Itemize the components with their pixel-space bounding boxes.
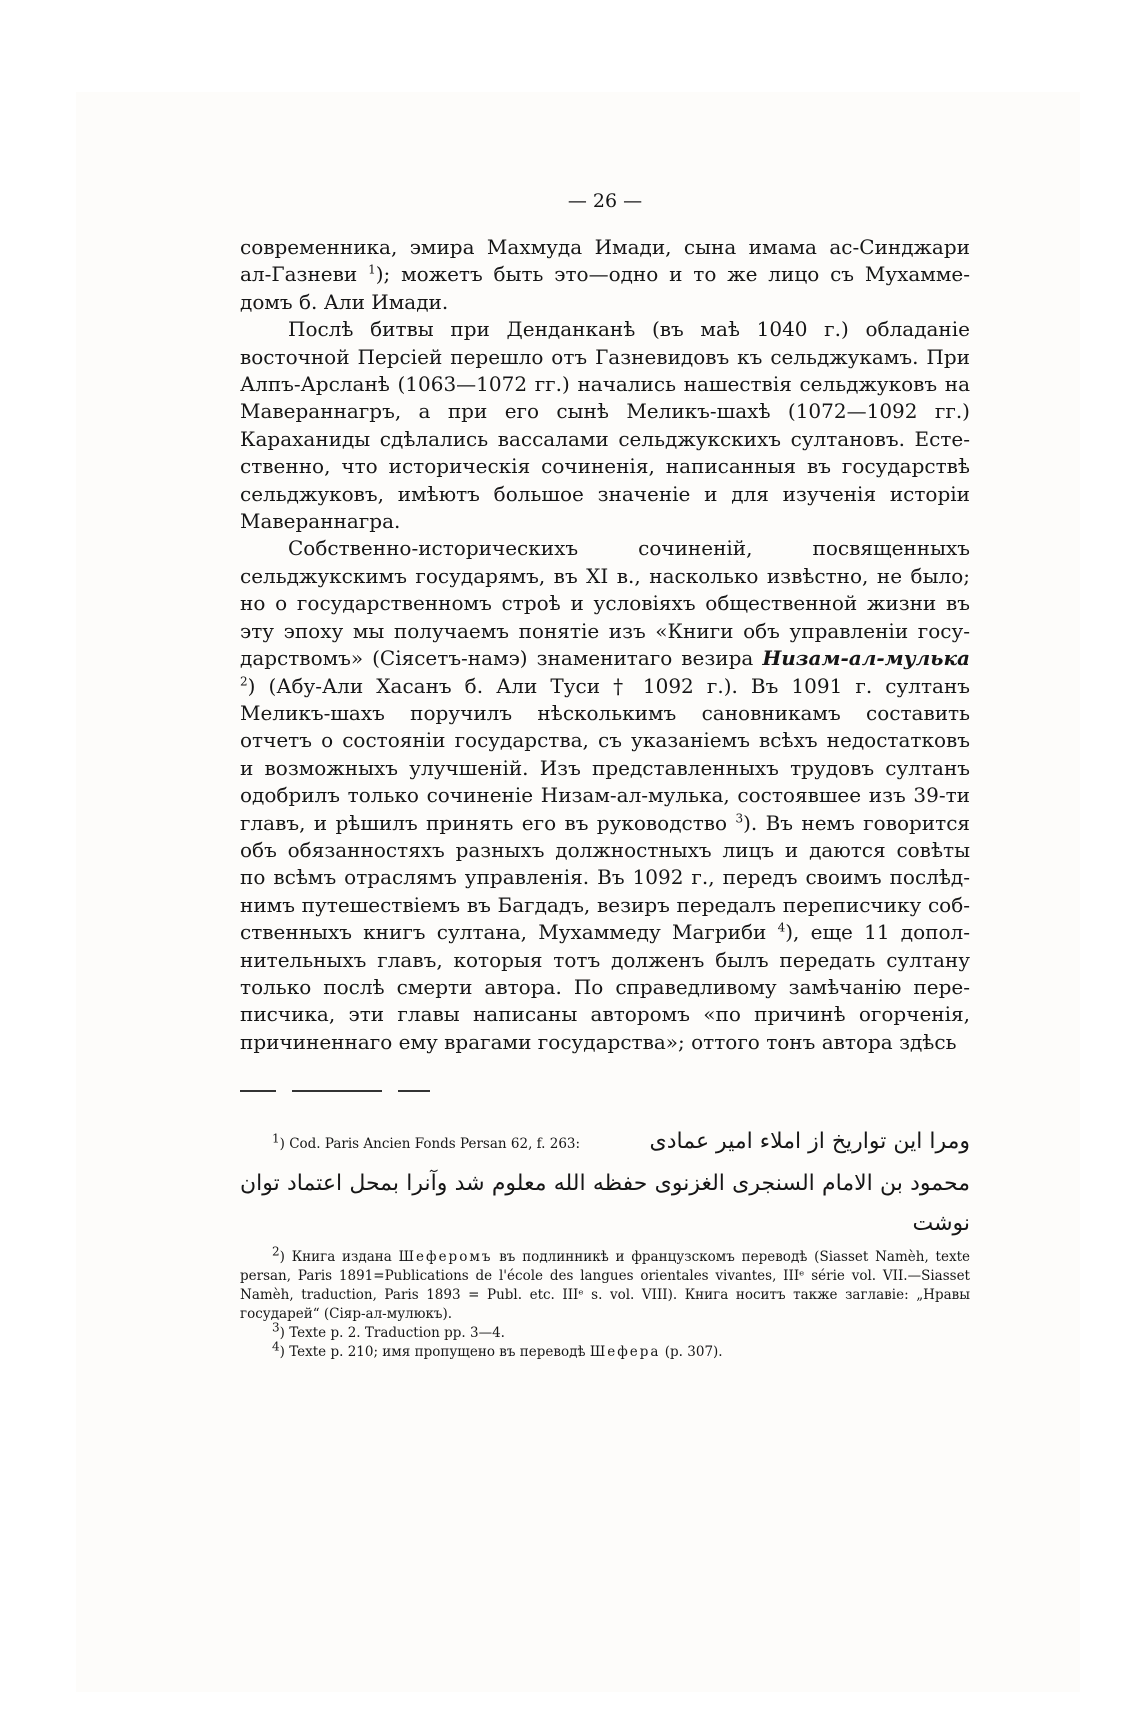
divider-segment: [292, 1090, 382, 1092]
footnote-2: [240, 1244, 970, 1324]
paragraph-3-part-b: ) (Абу-Али Хасанъ б. Али Туси † 1092 г.). Въ 1091 г. султанъ Меликъ-шахъ поручилъ нѣсколькимъ сановникамъ составить отчетъ о состояніи государства, съ указаніемъ всѣхъ недостатковъ и возможныхъ улучшеній. Изъ представленныхъ трудовъ султанъ одобрилъ только сочиненіе Низам-ал-мулька, состоявшее изъ 39-ти главъ, и рѣшилъ принять его въ руководство: [240, 673, 970, 835]
footnote-divider: [240, 1090, 430, 1092]
divider-segment: [240, 1090, 276, 1092]
paragraph-2: Послѣ битвы при Денданканѣ (въ маѣ 1040 г.) обладаніе восточной Персіей перешло отъ Газневидовъ къ сельджукамъ. При Алпъ-Арсланѣ (1063—1072 гг.) начались нашествія сельджуковъ на Мавераннагръ, а при его сынѣ Меликъ-шахѣ (1072—1092 гг.) Караханиды сдѣлались вассалами сельджукскихъ султановъ. Естественно, что историческія сочиненія, написанныя въ государствѣ сельджуковъ, имѣютъ большое значеніе и для изученія исторіи Мавераннагра.: [240, 317, 970, 534]
footnote-4: [240, 1339, 970, 1362]
footnote-1-arabic-inline: ومرا این تواریخ از املاء امیر عمادی: [649, 1129, 970, 1155]
footnote-1-source: ) Cod. Paris Ancien Fonds Persan 62, f. 263:: [279, 1136, 581, 1153]
footnote-4-mark: 4: [272, 1339, 280, 1354]
footnote-2-text-a: ) Книга издана: [279, 1249, 399, 1266]
footnote-1: [240, 1124, 970, 1160]
footnote-ref-4[interactable]: 4: [777, 920, 786, 935]
footnote-4-text-a: ) Texte p. 210; имя пропущено въ переводѣ: [279, 1344, 590, 1361]
footnote-ref-1[interactable]: 1: [368, 262, 376, 277]
footnote-3-mark: 3: [272, 1320, 280, 1335]
footnote-4-text-b: (p. 307).: [660, 1344, 723, 1361]
footnote-2-name: Шеферомъ: [398, 1249, 493, 1266]
footnote-1-arabic-line: محمود بن الامام السنجری الغزنوی حفظه الله معلوم شد وآنرا بمحل اعتماد توان نوشت: [240, 1171, 970, 1237]
nizam-al-mulk-name: Низам-ал-мулька: [762, 646, 970, 671]
paragraph-3-part-a: Собственно-историческихъ сочиненій, посвященныхъ сельджукскимъ государямъ, въ XI в., насколько извѣстно, не было; но о государственномъ строѣ и условіяхъ общественной жизни въ эту эпоху мы получаемъ понятіе изъ «Книги объ управленіи государствомъ» (Сіясетъ-намэ) знаменитаго везира: [240, 536, 970, 671]
footnote-2-mark: 2: [272, 1244, 280, 1259]
footnote-3: [240, 1320, 970, 1343]
divider-segment: [398, 1090, 430, 1092]
footnote-1-mark: 1: [272, 1131, 280, 1146]
paragraph-1: [240, 234, 970, 316]
footnotes: [240, 1124, 970, 1362]
page-content: [240, 190, 970, 1362]
paragraph-1-text: современника, эмира Махмуда Имади, сына имама ас-Синджари ал-Газневи: [240, 235, 970, 287]
paragraph-3-part-c: ). Въ немъ говорится объ обязанностяхъ разныхъ должностныхъ лицъ и даются совѣты по всѣмъ отраслямъ управленія. Въ 1092 г., передъ своимъ послѣднимъ путешествіемъ въ Багдадъ, везиръ передалъ переписчику собственныхъ книгъ султана, Мухаммеду Магриби: [240, 810, 971, 945]
footnote-4-name: Шефера: [589, 1344, 661, 1361]
footnote-ref-2[interactable]: 2: [240, 673, 248, 688]
footnote-2-text-b: въ подлинникѣ и французскомъ переводѣ (Siasset Namèh, texte persan, Paris 1891=Publications de l'école des langues orientales vivantes, IIIᵉ série vol. VII.—Siasset Namèh, traduction, Paris 1893 = Publ. etc. IIIᵉ s. vol. VIII). Книга носитъ также заглавіе: „Нравы государей“ (Сіяр-ал-мулюкъ).: [240, 1249, 970, 1323]
paragraph-3-part-d: ), еще 11 дополнительныхъ главъ, которыя тотъ долженъ былъ передать султану только послѣ смерти автора. По справедливому замѣчанію переписчика, эти главы написаны авторомъ «по причинѣ огорченія, причиненнаго ему врагами государства»; оттого тонъ автора здѣсь: [240, 920, 970, 1054]
page-number: — 26 —: [567, 190, 643, 212]
footnote-ref-3[interactable]: 3: [735, 810, 744, 825]
paragraph-3: [240, 535, 970, 1056]
paragraph-1-tail: ); можетъ быть это—одно и то же лицо съ Мухаммедомъ б. Али Имади.: [240, 262, 970, 314]
footnote-3-text: ) Texte p. 2. Traduction pp. 3—4.: [279, 1325, 505, 1342]
footnote-1-latin: [240, 1131, 581, 1154]
